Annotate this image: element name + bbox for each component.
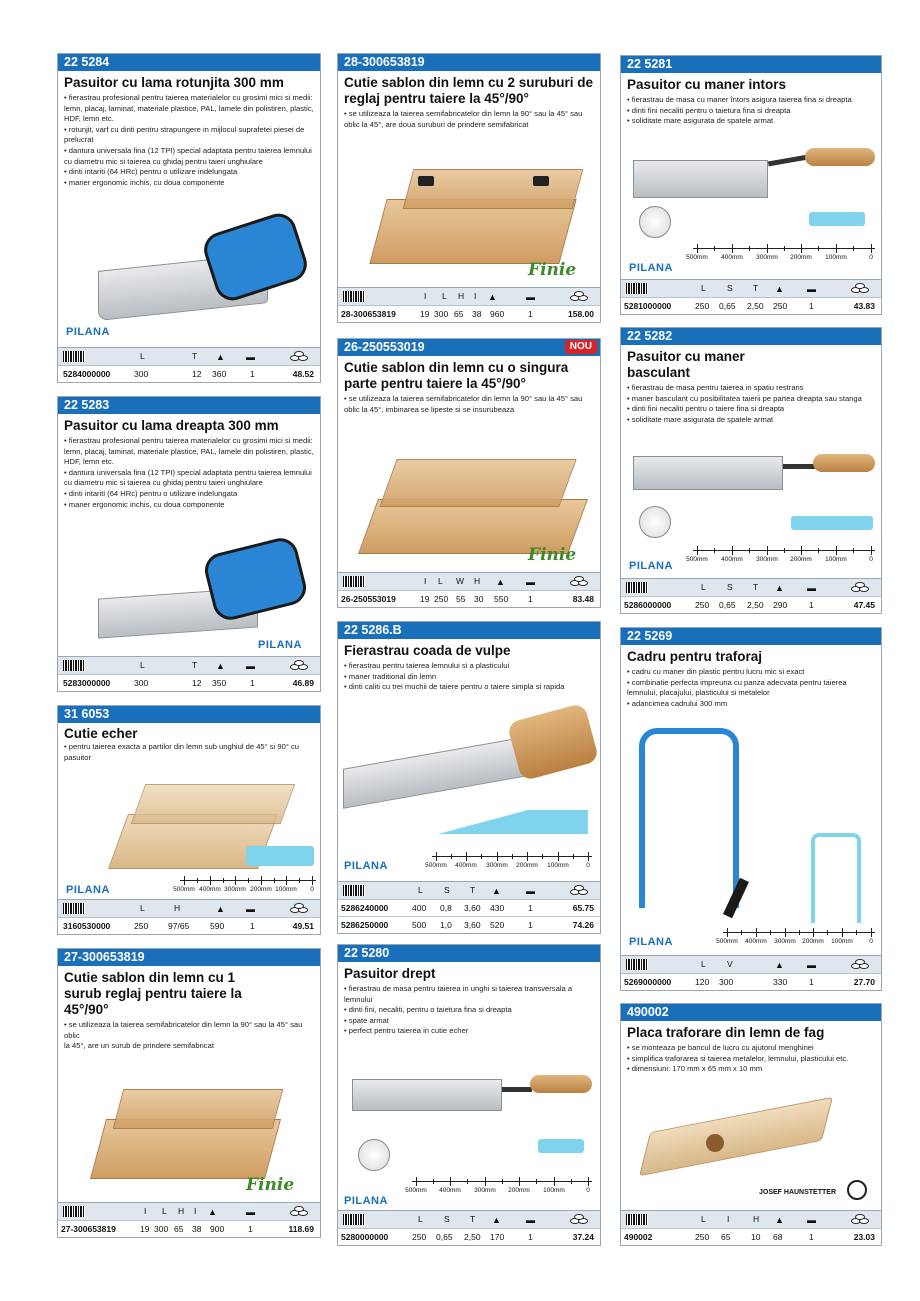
saw-image	[98, 545, 318, 643]
scale-tick	[519, 1177, 520, 1186]
teeth-detail-icon	[639, 506, 671, 538]
package-icon: ▬	[526, 577, 535, 587]
package-icon: ▬	[807, 583, 816, 593]
package-icon: ▬	[246, 904, 255, 914]
scale-tick	[436, 852, 437, 861]
pilana-logo: PILANA	[344, 860, 388, 872]
weight-icon: ▲	[775, 960, 784, 970]
product-code: 22 5284	[58, 54, 320, 71]
scale-tick	[697, 546, 698, 555]
table-header: L H ▲ ▬	[58, 899, 320, 917]
finie-logo: Finie	[528, 260, 577, 280]
scale-tick	[588, 1177, 589, 1186]
product-code: 22 5280	[338, 945, 600, 962]
table-header: I L H I ▲ ▬	[58, 1202, 320, 1220]
pilana-logo: PILANA	[66, 326, 110, 338]
scale-label: 400mm	[721, 556, 743, 563]
scale-tick	[842, 928, 843, 937]
table-header: L T ▲ ▬	[58, 347, 320, 365]
length-scale	[425, 850, 592, 872]
barcode-icon	[626, 959, 648, 970]
price-coins-icon	[851, 1214, 873, 1225]
scale-minor-tick	[770, 930, 771, 935]
scale-tick	[312, 876, 313, 885]
scale-label: 300mm	[474, 1187, 496, 1194]
barcode-icon	[343, 885, 365, 896]
product-title: Pasuitor cu lama dreapta 300 mm	[64, 418, 279, 433]
table-row: 5284000000 300 12 360 1 48.52	[58, 365, 320, 382]
product-title: Pasuitor drept	[344, 966, 436, 981]
scale-label: 100mm	[831, 938, 853, 945]
product-code: 26-250553019 NOU	[338, 339, 600, 356]
scale-minor-tick	[223, 878, 224, 883]
product-title: Placa traforare din lemn de fag	[627, 1025, 825, 1040]
scale-tick	[756, 928, 757, 937]
price-coins-icon	[290, 1206, 312, 1217]
scale-label: 100mm	[825, 254, 847, 261]
table-header: L T ▲ ▬	[58, 656, 320, 674]
scale-label: 500mm	[686, 254, 708, 261]
table-row: 490002 250 65 10 68 1 23.03	[621, 1228, 881, 1245]
scale-minor-tick	[481, 854, 482, 859]
product-title: Cutie sablon din lemn cu o singura parte pentru taiere la 45°/90°	[344, 360, 569, 391]
pilana-logo: PILANA	[258, 639, 302, 651]
table-header: L S T ▲ ▬	[621, 578, 881, 596]
price-coins-icon	[570, 576, 592, 587]
frame-silhouette	[811, 833, 861, 923]
saw-silhouette	[538, 1139, 584, 1153]
product-card-28	[337, 53, 601, 323]
product-description: • fierastrau pentru taierea lemnului si a plasticului • maner traditional din lemn • dinti caliti cu trei muchii de taiere pentru o taiere simpla si rapida	[344, 661, 565, 692]
product-card-5281	[620, 55, 882, 315]
scale-tick	[767, 546, 768, 555]
length-scale	[173, 874, 316, 896]
saw-image	[98, 222, 318, 327]
scale-tick	[871, 928, 872, 937]
product-code: 22 5281	[621, 56, 881, 73]
scale-tick	[184, 876, 185, 885]
scale-label: 300mm	[486, 862, 508, 869]
pilana-logo: PILANA	[66, 884, 110, 896]
scale-tick	[527, 852, 528, 861]
scale-minor-tick	[818, 246, 819, 251]
scale-minor-tick	[827, 930, 828, 935]
product-description: • se utilizeaza la taierea semifabricatelor din lemn la 90° sau la 45° sau oblic la 45°, are un surub de prindere semifabricat	[64, 1020, 303, 1051]
barcode-icon	[626, 582, 648, 593]
fretsaw-frame-image	[639, 728, 759, 918]
product-card-5283	[57, 396, 321, 692]
scale-minor-tick	[197, 878, 198, 883]
scale-tick	[785, 928, 786, 937]
scale-minor-tick	[248, 878, 249, 883]
scale-label: 500mm	[716, 938, 738, 945]
scale-tick	[836, 244, 837, 253]
scale-label: 500mm	[173, 886, 195, 893]
weight-icon: ▲	[775, 583, 784, 593]
barcode-icon	[343, 576, 365, 587]
barcode-icon	[63, 903, 85, 914]
scale-minor-tick	[853, 246, 854, 251]
scale-tick	[497, 852, 498, 861]
scale-label: 200mm	[790, 254, 812, 261]
barcode-icon	[343, 291, 365, 302]
product-title: Cutie sablon din lemn cu 2 suruburi de reglaj pentru taiere la 45°/90°	[344, 75, 594, 106]
barcode-icon	[626, 283, 648, 294]
package-icon: ▬	[246, 1207, 255, 1217]
scale-label: 100mm	[547, 862, 569, 869]
saw-image	[633, 446, 878, 496]
table-header: L S T ▲ ▬	[338, 881, 600, 899]
pilana-logo: PILANA	[629, 936, 673, 948]
scale-label: 400mm	[455, 862, 477, 869]
product-description: • fierastrau de masa pentru taierea in spatiu restrans • maner basculant cu posibilitatea taierii pe partea dreapta sau stanga • dinti fini necaliti pentru o taiere fina si dreapta • soliditate mare asigurata de spatele armat	[627, 383, 862, 424]
package-icon: ▬	[526, 292, 535, 302]
scale-tick	[485, 1177, 486, 1186]
table-row: 5283000000 300 12 350 1 46.89	[58, 674, 320, 691]
weight-icon: ▲	[216, 352, 225, 362]
product-description: • pentru taierea exacta a partilor din lemn sub unghiul de 45° si 90° cu pasuitor	[64, 742, 299, 762]
scale-label: 300mm	[224, 886, 246, 893]
weight-icon: ▲	[488, 292, 497, 302]
product-card-27	[57, 948, 321, 1238]
scale-label: 300mm	[756, 556, 778, 563]
scale-tick	[813, 928, 814, 937]
package-icon: ▬	[807, 960, 816, 970]
table-header: L I H ▲ ▬	[621, 1210, 881, 1228]
barcode-icon	[63, 1206, 85, 1217]
price-coins-icon	[851, 582, 873, 593]
price-coins-icon	[290, 351, 312, 362]
product-card-5280	[337, 944, 601, 1246]
scale-tick	[727, 928, 728, 937]
product-title: Pasuitor cu maner intors	[627, 77, 787, 92]
scale-minor-tick	[784, 246, 785, 251]
product-description: • cadru cu maner din plastic pentru lucru mic si exact • combinatie perfecta impreuna cu panza adecvata pentru taierea lemnului, placajului, plasticului si metalelor • adancimea cadrului 300 mm	[627, 667, 847, 708]
table-row: 5280000000 250 0,65 2,50 170 1 37.24	[338, 1228, 600, 1245]
price-coins-icon	[290, 903, 312, 914]
product-title: Cadru pentru traforaj	[627, 649, 763, 664]
scale-label: 0	[869, 938, 873, 945]
scale-tick	[450, 1177, 451, 1186]
scale-tick	[466, 852, 467, 861]
product-title: Pasuitor cu maner basculant	[627, 349, 745, 380]
scale-label: 300mm	[756, 254, 778, 261]
weight-icon: ▲	[775, 1215, 784, 1225]
weight-icon: ▲	[496, 577, 505, 587]
table-row: 3160530000 250 97/65 590 1 49.51	[58, 917, 320, 934]
product-code: 22 5283	[58, 397, 320, 414]
scale-minor-tick	[741, 930, 742, 935]
product-card-490002	[620, 1003, 882, 1246]
package-icon: ▬	[526, 1215, 535, 1225]
scale-tick	[210, 876, 211, 885]
scale-label: 0	[586, 1187, 590, 1194]
miter-box-image	[358, 164, 588, 274]
scale-label: 400mm	[199, 886, 221, 893]
scale-minor-tick	[856, 930, 857, 935]
scale-minor-tick	[433, 1179, 434, 1184]
wooden-plate-image	[651, 1094, 831, 1174]
teeth-detail-icon	[639, 206, 671, 238]
barcode-icon	[626, 1214, 648, 1225]
table-header: L S T ▲ ▬	[621, 279, 881, 297]
weight-icon: ▲	[216, 904, 225, 914]
product-title: Fierastrau coada de vulpe	[344, 643, 511, 658]
weight-icon: ▲	[216, 661, 225, 671]
product-description: • se monteaza pe bancul de lucru cu ajutorul menghinei • simplifica traforarea si taierea metalelor, lemnului, plasticului etc. • dimensiuni: 170 mm x 65 mm x 10 mm	[627, 1043, 849, 1074]
price-coins-icon	[570, 1214, 592, 1225]
scale-label: 400mm	[721, 254, 743, 261]
product-code: 27-300653819	[58, 949, 320, 966]
scale-minor-tick	[573, 854, 574, 859]
weight-icon: ▲	[492, 886, 501, 896]
product-description: • se utilizeaza la taierea semifabricatelor din lemn la 90° sau la 45° sau oblic la 45°, are doua suruburi de prindere semifabricat	[344, 109, 583, 129]
table-header: I L W H ▲ ▬	[338, 572, 600, 590]
package-icon: ▬	[807, 1215, 816, 1225]
length-scale	[686, 544, 875, 566]
haunstetter-emblem-icon	[847, 1180, 867, 1200]
package-icon: ▬	[807, 284, 816, 294]
scale-label: 400mm	[745, 938, 767, 945]
scale-minor-tick	[714, 548, 715, 553]
scale-minor-tick	[536, 1179, 537, 1184]
table-row: 5269000000 120 300 330 1 27.70	[621, 973, 881, 990]
scale-tick	[558, 852, 559, 861]
scale-label: 0	[310, 886, 314, 893]
scale-label: 100mm	[275, 886, 297, 893]
weight-icon: ▲	[775, 284, 784, 294]
product-code: 22 5269	[621, 628, 881, 645]
scale-label: 0	[869, 254, 873, 261]
saw-silhouette	[809, 212, 865, 226]
table-row: 5281000000 250 0,65 2,50 250 1 43.83	[621, 297, 881, 314]
product-card-5269	[620, 627, 882, 991]
pilana-logo: PILANA	[629, 262, 673, 274]
finie-logo: Finie	[528, 545, 577, 565]
scale-label: 200mm	[250, 886, 272, 893]
scale-minor-tick	[784, 548, 785, 553]
product-description: • fierastrau profesional pentru taierea materialelor cu grosimi mici si medii: lemn, placaj, laminat, materiale plastice, PAL, lamele din polistiren, plastic, HDF, lemn etc. • rotunjit, varf cu dinti pentru strapungere in mijlocul suprafetei piesei de prelucrat • dantura universala fina (12 TPI) special adaptata pentru taierea lemnului cu diametru mic si taierea cu ghidaj pentru taieri unghiulare • dinti intariti (64 HRc) pentru o utilizare indelungata • maner ergonomic inchis, cu doua componente	[64, 93, 314, 187]
scale-minor-tick	[451, 854, 452, 859]
barcode-icon	[343, 1214, 365, 1225]
scale-label: 300mm	[774, 938, 796, 945]
scale-minor-tick	[571, 1179, 572, 1184]
scale-minor-tick	[799, 930, 800, 935]
saw-silhouette	[246, 846, 314, 866]
product-code: 22 5286.B	[338, 622, 600, 639]
price-coins-icon	[290, 660, 312, 671]
scale-minor-tick	[818, 548, 819, 553]
scale-label: 200mm	[802, 938, 824, 945]
price-coins-icon	[570, 885, 592, 896]
product-card-5284	[57, 53, 321, 383]
weight-icon: ▲	[492, 1215, 501, 1225]
table-row: 5286000000 250 0,65 2,50 290 1 47.45	[621, 596, 881, 613]
product-code: 22 5282	[621, 328, 881, 345]
saw-image	[352, 1065, 597, 1125]
product-card-26	[337, 338, 601, 608]
scale-tick	[554, 1177, 555, 1186]
product-card-5282	[620, 327, 882, 614]
scale-tick	[416, 1177, 417, 1186]
saw-image	[343, 712, 598, 812]
scale-tick	[261, 876, 262, 885]
product-description: • fierastrau de masa cu maner întors asigura taierea fina si dreapta • dinti fini necaliti pentru o taietura fina si dreapta • soliditate mare asigurata de spatele armat	[627, 95, 852, 126]
package-icon: ▬	[246, 661, 255, 671]
scale-minor-tick	[274, 878, 275, 883]
scale-minor-tick	[853, 548, 854, 553]
scale-label: 100mm	[825, 556, 847, 563]
table-row: 26-250553019 19 250 55 30 550 1 83.48	[338, 590, 600, 607]
product-description: • fierastrau profesional pentru taierea materialelor cu grosimi mici si medii: lemn, placaj, laminat, materiale plastice, PAL, lamele din polistiren, plastic, HDF, lemn etc. • dantura universala fina (12 TPI) special adaptata pentru taierea lemnului cu diametru mic si taierea cu ghidaj pentru taieri unghiulare • dinti intariti (64 HRc) pentru o utilizare indelungata • maner ergonomic inchis, cu doua componente	[64, 436, 314, 509]
teeth-detail-icon	[358, 1139, 390, 1171]
miter-box-image	[358, 459, 588, 559]
table-header: I L H I ▲ ▬	[338, 287, 600, 305]
scale-minor-tick	[467, 1179, 468, 1184]
scale-minor-tick	[542, 854, 543, 859]
length-scale	[405, 1175, 592, 1197]
length-scale	[686, 242, 875, 264]
scale-minor-tick	[299, 878, 300, 883]
scale-tick	[871, 244, 872, 253]
scale-label: 0	[869, 556, 873, 563]
scale-label: 100mm	[543, 1187, 565, 1194]
product-title: Cutie echer	[64, 726, 138, 741]
product-title: Pasuitor cu lama rotunjita 300 mm	[64, 75, 284, 90]
scale-tick	[871, 546, 872, 555]
scale-label: 200mm	[516, 862, 538, 869]
new-badge: NOU	[565, 340, 597, 354]
table-row: 5286250000 500 1,0 3,60 520 1 74.26	[338, 916, 600, 933]
table-row: 5286240000 400 0,8 3,60 430 1 65.75	[338, 899, 600, 916]
product-description: • se utilizeaza la taierea semifabricatelor din lemn la 90° sau la 45° sau oblic la 45°, imbinarea se lipeste si se insurubeaza	[344, 394, 583, 414]
scale-tick	[286, 876, 287, 885]
package-icon: ▬	[526, 886, 535, 896]
product-card-5286B	[337, 621, 601, 934]
scale-label: 0	[586, 862, 590, 869]
scale-label: 200mm	[508, 1187, 530, 1194]
scale-label: 500mm	[405, 1187, 427, 1194]
finie-logo: Finie	[246, 1175, 295, 1195]
scale-tick	[732, 244, 733, 253]
scale-minor-tick	[749, 548, 750, 553]
saw-silhouette	[428, 810, 588, 834]
table-row: 27-300653819 19 300 65 38 900 1 118.69	[58, 1220, 320, 1237]
product-code: 31 6053	[58, 706, 320, 723]
scale-tick	[801, 546, 802, 555]
price-coins-icon	[851, 283, 873, 294]
haunstetter-logo: JOSEF HAUNSTETTER	[759, 1189, 837, 1196]
scale-minor-tick	[512, 854, 513, 859]
table-header: L V ▲ ▬	[621, 955, 881, 973]
barcode-icon	[63, 660, 85, 671]
miter-box-image	[88, 1089, 288, 1189]
saw-silhouette	[791, 516, 873, 530]
package-icon: ▬	[246, 352, 255, 362]
product-card-316053	[57, 705, 321, 935]
scale-tick	[235, 876, 236, 885]
table-header: L S T ▲ ▬	[338, 1210, 600, 1228]
scale-tick	[767, 244, 768, 253]
scale-label: 200mm	[790, 556, 812, 563]
length-scale	[716, 926, 875, 948]
scale-tick	[732, 546, 733, 555]
pilana-logo: PILANA	[629, 560, 673, 572]
weight-icon: ▲	[208, 1207, 217, 1217]
scale-label: 500mm	[686, 556, 708, 563]
scale-tick	[588, 852, 589, 861]
product-code: 490002	[621, 1004, 881, 1021]
product-code: 28-300653819	[338, 54, 600, 71]
scale-label: 400mm	[439, 1187, 461, 1194]
product-title: Cutie sablon din lemn cu 1 surub reglaj pentru taiere la 45°/90°	[64, 970, 242, 1017]
price-coins-icon	[570, 291, 592, 302]
scale-minor-tick	[749, 246, 750, 251]
table-row: 28-300653819 19 300 65 38 960 1 158.00	[338, 305, 600, 322]
scale-label: 500mm	[425, 862, 447, 869]
barcode-icon	[63, 351, 85, 362]
saw-image	[633, 146, 878, 206]
product-description: • fierastrau de masa pentru taierea in unghi si taierea transversala a lemnului • dinti fini, necaliti, pentru o taietura fina si dreapta • spate armat • perfect pentru taierea in cutie echer	[344, 984, 573, 1036]
price-coins-icon	[851, 959, 873, 970]
scale-tick	[836, 546, 837, 555]
scale-tick	[801, 244, 802, 253]
scale-tick	[697, 244, 698, 253]
pilana-logo: PILANA	[344, 1195, 388, 1207]
scale-minor-tick	[714, 246, 715, 251]
scale-minor-tick	[502, 1179, 503, 1184]
